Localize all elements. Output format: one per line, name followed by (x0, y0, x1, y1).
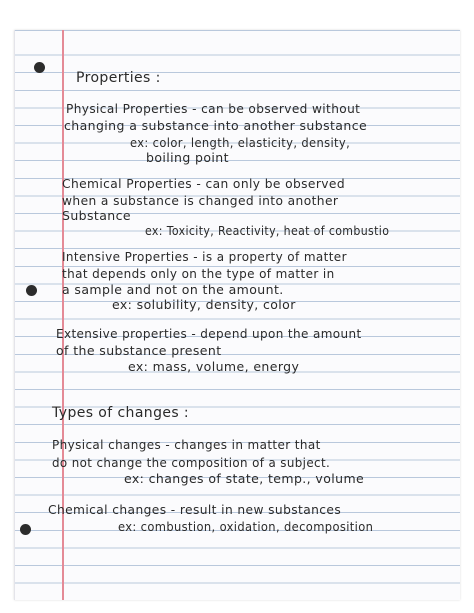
chemical-changes-line2: ex: combustion, oxidation, decomposition (118, 519, 374, 534)
physical-properties-line3: ex: color, length, elasticity, density, (130, 135, 351, 150)
physical-changes-line1: Physical changes - changes in matter that (52, 437, 321, 452)
physical-changes-line2: do not change the composition of a subject. (52, 455, 331, 470)
chemical-properties-line1: Chemical Properties - can only be observed (62, 176, 346, 191)
page-title: Properties : (76, 70, 161, 86)
physical-properties-line2: changing a substance into another substance (64, 118, 368, 133)
intensive-properties-line1: Intensive Properties - is a property of matter (62, 249, 347, 264)
chemical-properties-line4: ex: Toxicity, Reactivity, heat of combustio (145, 223, 390, 238)
extensive-properties-line2: of the substance present (56, 343, 222, 358)
types-of-changes-heading: Types of changes : (52, 405, 190, 421)
intensive-properties-line4: ex: solubility, density, color (112, 297, 296, 312)
extensive-properties-line1: Extensive properties - depend upon the amount (56, 326, 362, 341)
physical-changes-line3: ex: changes of state, temp., volume (124, 471, 365, 486)
extensive-properties-line3: ex: mass, volume, energy (128, 359, 300, 374)
chemical-properties-line3: Substance (62, 208, 131, 223)
physical-properties-line4: boiling point (146, 150, 229, 165)
chemical-changes-line1: Chemical changes - result in new substances (48, 502, 342, 517)
intensive-properties-line3: a sample and not on the amount. (62, 282, 284, 297)
chemical-properties-line2: when a substance is changed into another (62, 193, 339, 208)
physical-properties-line1: Physical Properties - can be observed without (66, 101, 361, 116)
intensive-properties-line2: that depends only on the type of matter in (62, 266, 335, 281)
